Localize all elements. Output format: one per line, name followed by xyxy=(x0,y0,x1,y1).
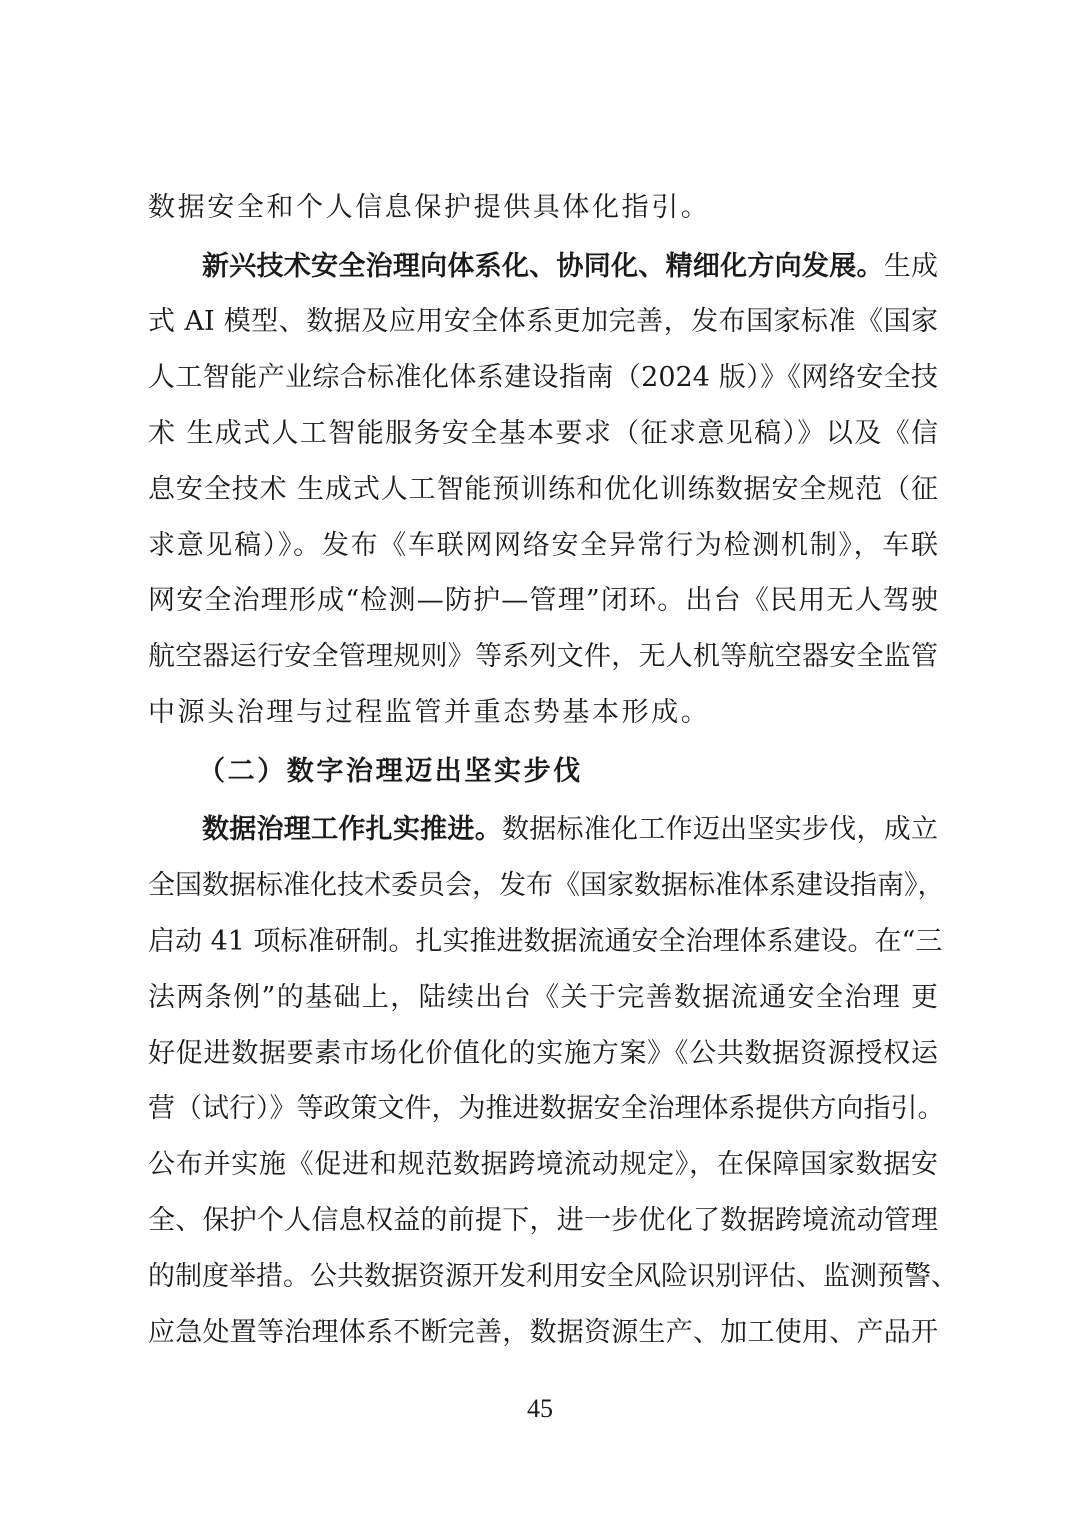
paragraph-lead-heading: 数据治理工作扎实推进。 xyxy=(202,814,502,845)
paragraph-line: 公布并实施《促进和规范数据跨境流动规定》，在保障国家数据安 xyxy=(148,1149,938,1180)
section-heading: （二）数字治理迈出坚实步伐 xyxy=(198,756,583,787)
paragraph-line: 息安全技术 生成式人工智能预训练和优化训练数据安全规范（征 xyxy=(148,474,938,505)
paragraph-line: 应急处置等治理体系不断完善，数据资源生产、加工使用、产品开 xyxy=(148,1317,938,1348)
paragraph-line: 人工智能产业综合标准化体系建设指南（2024 版）》《网络安全技 xyxy=(148,362,938,393)
paragraph-line: 的制度举措。公共数据资源开发利用安全风险识别评估、监测预警、 xyxy=(148,1261,958,1292)
paragraph-lead-heading: 新兴技术安全治理向体系化、协同化、精细化方向发展。 xyxy=(202,251,884,282)
paragraph-lead-text: 数据标准化工作迈出坚实步伐，成立 xyxy=(501,814,939,845)
paragraph-line: 求意见稿）》。发布《车联网网络安全异常行为检测机制》，车联 xyxy=(148,530,938,561)
paragraph-line: 网安全治理形成“检测—防护—管理”闭环。出台《民用无人驾驶 xyxy=(148,585,938,616)
paragraph-line: 全、保护个人信息权益的前提下，进一步优化了数据跨境流动管理 xyxy=(148,1205,938,1236)
paragraph-lead-text: 生成 xyxy=(883,251,939,282)
paragraph-line: 营（试行）》等政策文件，为推进数据安全治理体系提供方向指引。 xyxy=(148,1093,945,1124)
page-number: 45 xyxy=(527,1394,553,1423)
paragraph-line: 启动 41 项标准研制。扎实推进数据流通安全治理体系建设。在“三 xyxy=(148,926,943,957)
paragraph-line: 数据安全和个人信息保护提供具体化指引。 xyxy=(148,192,711,223)
paragraph-first-line xyxy=(202,810,938,850)
paragraph-line: 航空器运行安全管理规则》等系列文件，无人机等航空器安全监管 xyxy=(148,641,938,672)
paragraph-first-line xyxy=(202,247,938,287)
paragraph-line: 术 生成式人工智能服务安全基本要求（征求意见稿）》以及《信 xyxy=(148,418,938,449)
paragraph-line: 好促进数据要素市场化价值化的实施方案》《公共数据资源授权运 xyxy=(148,1038,938,1069)
paragraph-line: 式 AI 模型、数据及应用安全体系更加完善，发布国家标准《国家 xyxy=(148,306,938,337)
paragraph-line: 法两条例”的基础上，陆续出台《关于完善数据流通安全治理 更 xyxy=(148,982,938,1013)
paragraph-line: 全国数据标准化技术委员会，发布《国家数据标准体系建设指南》， xyxy=(148,870,945,901)
paragraph-line: 中源头治理与过程监管并重态势基本形成。 xyxy=(148,697,711,728)
